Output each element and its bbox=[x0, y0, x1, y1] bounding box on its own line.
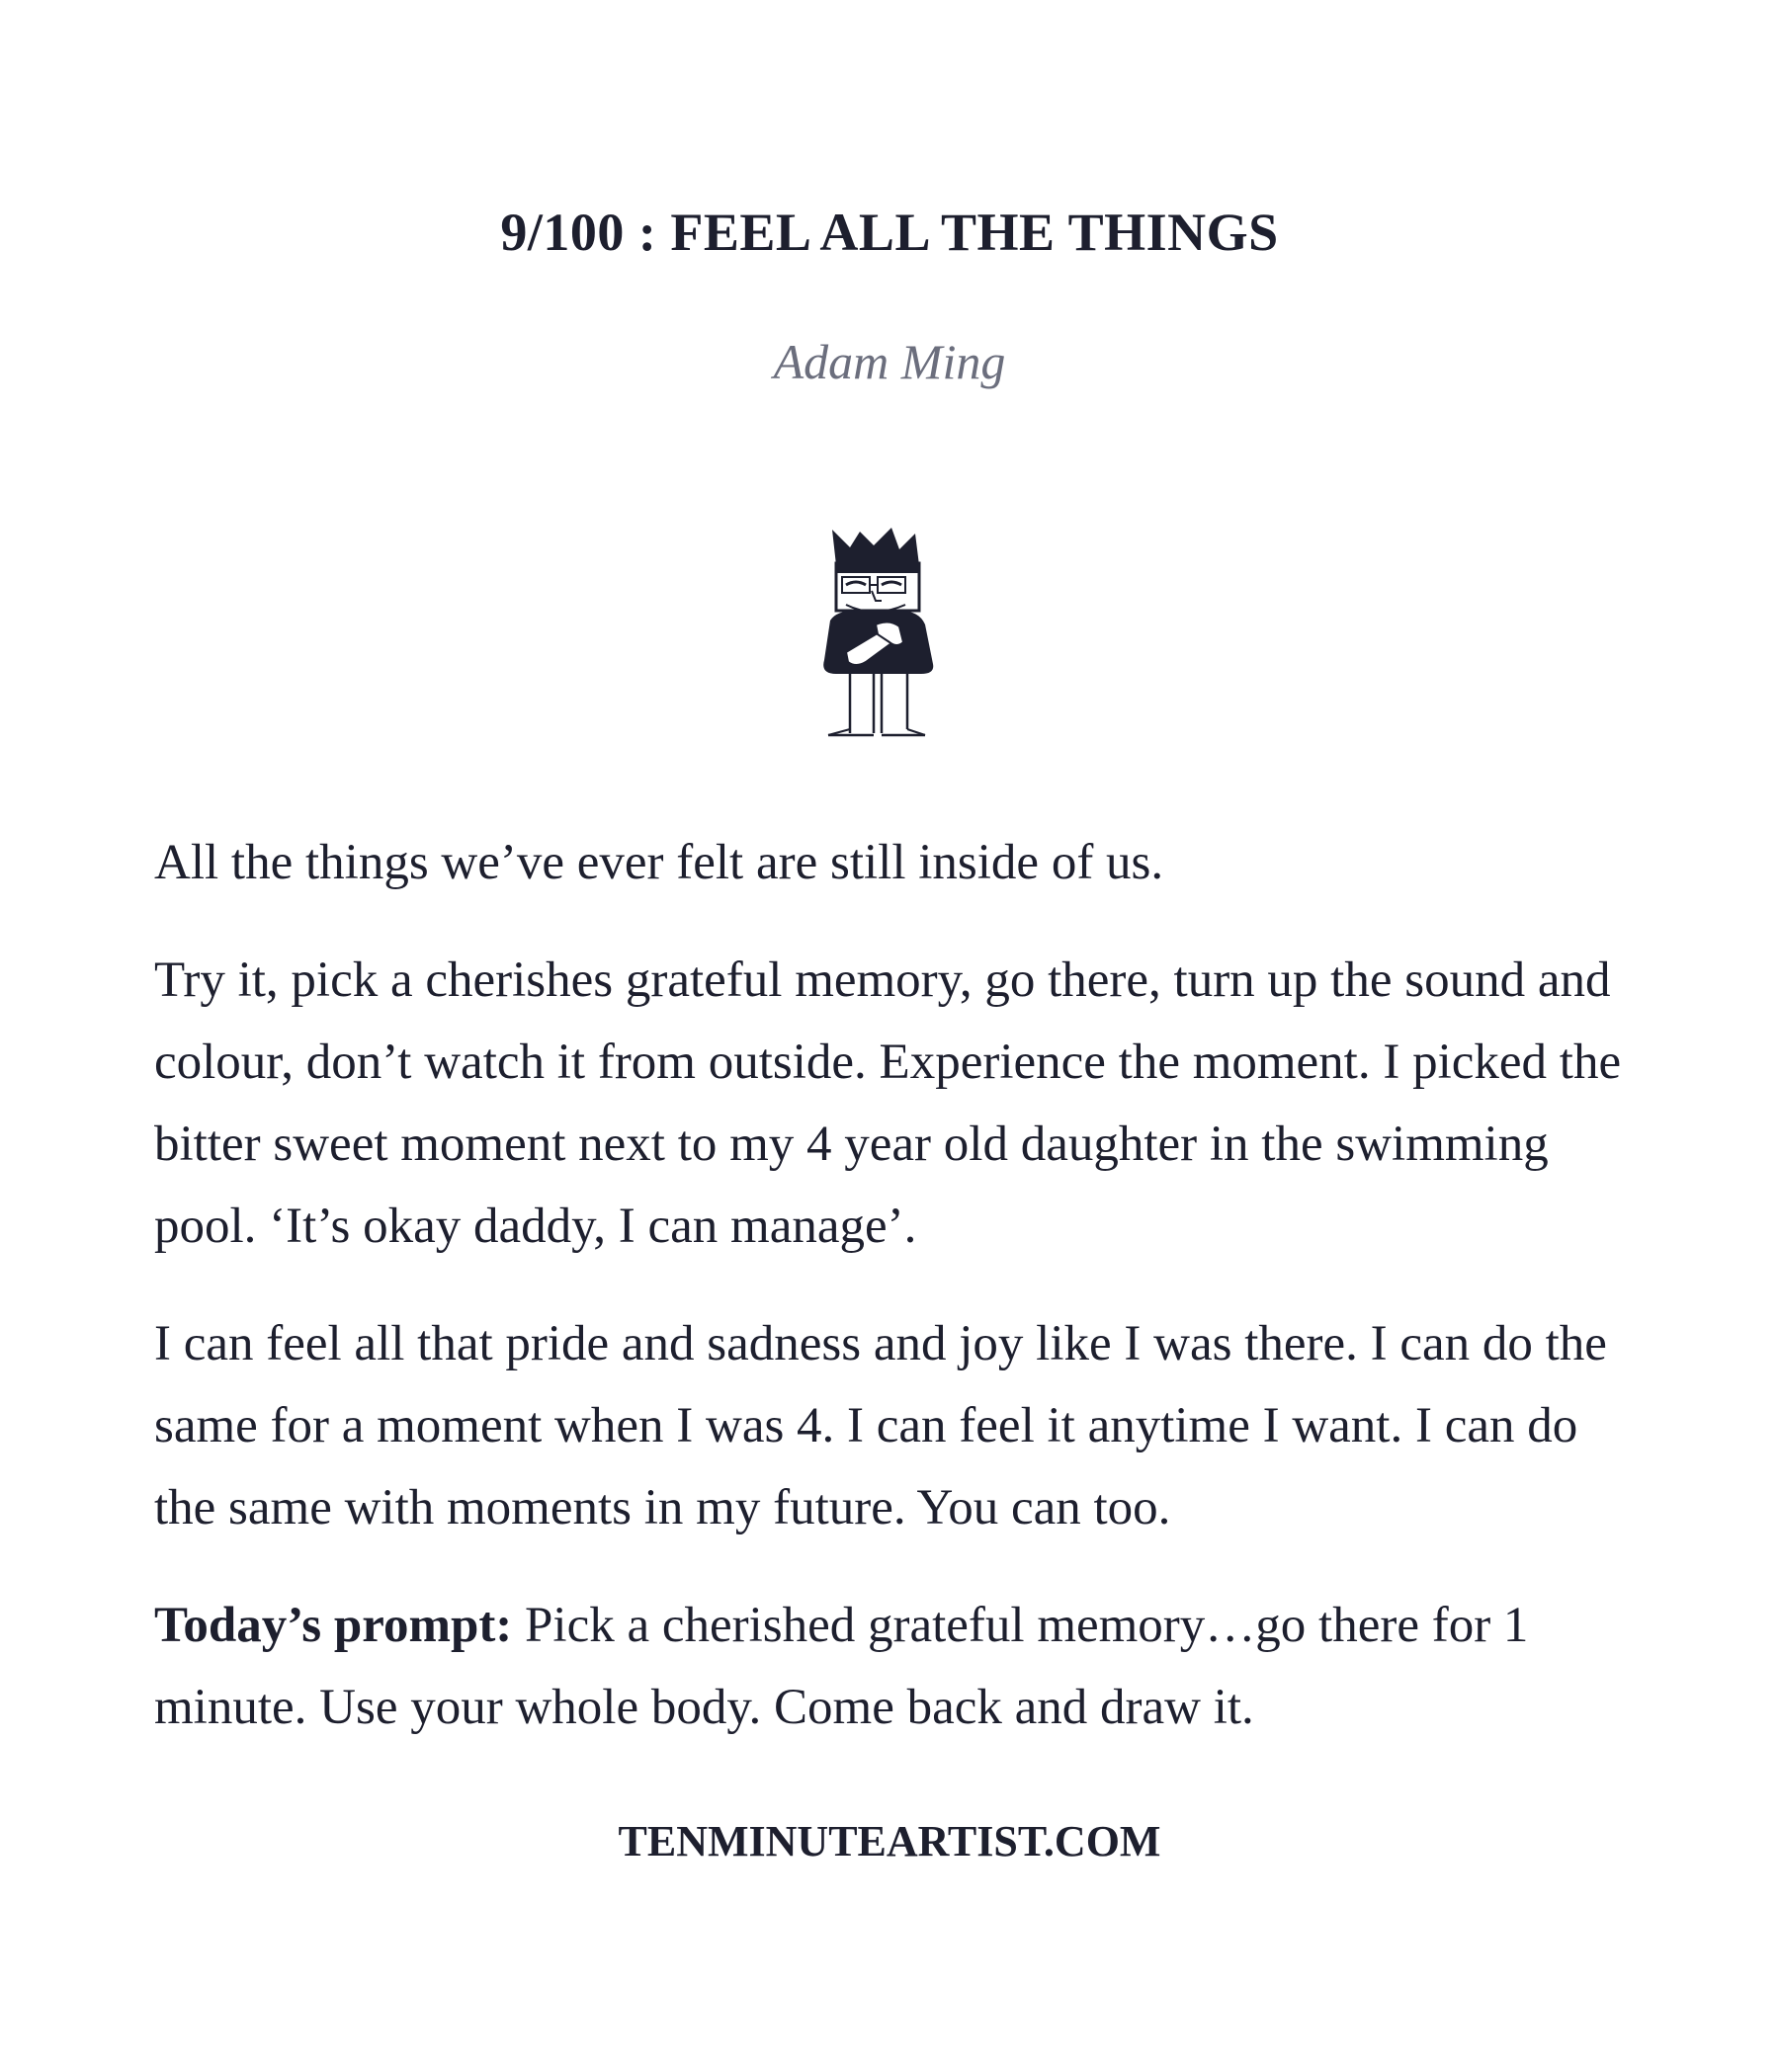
page-title: 9/100 : FEEL ALL THE THINGS bbox=[500, 203, 1279, 262]
paragraph: All the things we’ve ever felt are still inside of us. bbox=[154, 835, 1164, 890]
prompt-paragraph bbox=[154, 1585, 1637, 1749]
paragraph: Try it, pick a cherishes grateful memory, go there, turn up the sound and colour, don’t watch it from outside. Experience the moment. I picked the bitter sweet moment next to my 4 year old daughter in the swimming pool. ‘It’s okay daddy, I can manage’. bbox=[154, 953, 1622, 1254]
character-illustration bbox=[816, 526, 965, 741]
paragraph: I can feel all that pride and sadness and joy like I was there. I can do the same for a moment when I was 4. I can feel it anytime I want. I can do the same with moments in my future. You can too. bbox=[154, 1316, 1607, 1535]
author-name: Adam Ming bbox=[773, 334, 1006, 389]
prompt-text: Pick a cherished grateful memory…go there for 1 minute. Use your whole body. Come back and draw it. bbox=[154, 1598, 1529, 1735]
article-body bbox=[154, 822, 1637, 1784]
prompt-label: Today’s prompt: bbox=[154, 1598, 513, 1653]
site-url: TENMINUTEARTIST.COM bbox=[618, 1817, 1161, 1865]
